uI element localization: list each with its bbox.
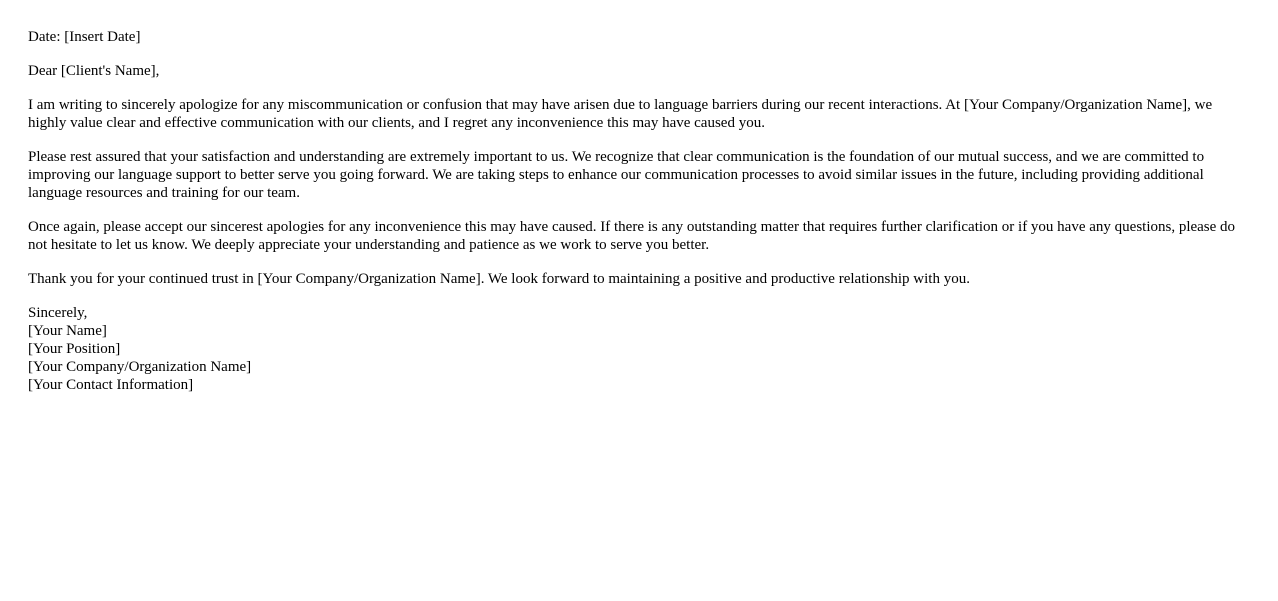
signature-position: [Your Position] — [28, 341, 121, 357]
date-line: Date: [Insert Date] — [28, 29, 141, 45]
letter-body — [28, 28, 1250, 394]
closing: Sincerely, — [28, 305, 88, 321]
signature-block — [28, 304, 1250, 394]
paragraph-thanks: Thank you for your continued trust in [Your Company/Organization Name]. We look forward to maintaining a positive and productive relationship with you. — [28, 271, 970, 287]
signature-company: [Your Company/Organization Name] — [28, 359, 252, 375]
signature-name: [Your Name] — [28, 323, 107, 339]
paragraph-assurance: Please rest assured that your satisfaction and understanding are extremely important to us. We recognize that clear communication is the foundation of our mutual success, and we are committed to improving our language support to better serve you going forward. We are taking steps to enhance our communication processes to avoid similar issues in the future, including providing additional language resources and training for our team. — [28, 149, 1205, 201]
signature-contact: [Your Contact Information] — [28, 377, 194, 393]
paragraph-reiteration: Once again, please accept our sincerest apologies for any inconvenience this may have caused. If there is any outstanding matter that requires further clarification or if you have any questions, please do not hesitate to let us know. We deeply appreciate your understanding and patience as we work to serve you better. — [28, 219, 1236, 253]
paragraph-apology: I am writing to sincerely apologize for any miscommunication or confusion that may have arisen due to language barriers during our recent interactions. At [Your Company/Organization Name], we highly value clear and effective communication with our clients, and I regret any inconvenience this may have caused you. — [28, 97, 1213, 131]
salutation: Dear [Client's Name], — [28, 63, 160, 79]
